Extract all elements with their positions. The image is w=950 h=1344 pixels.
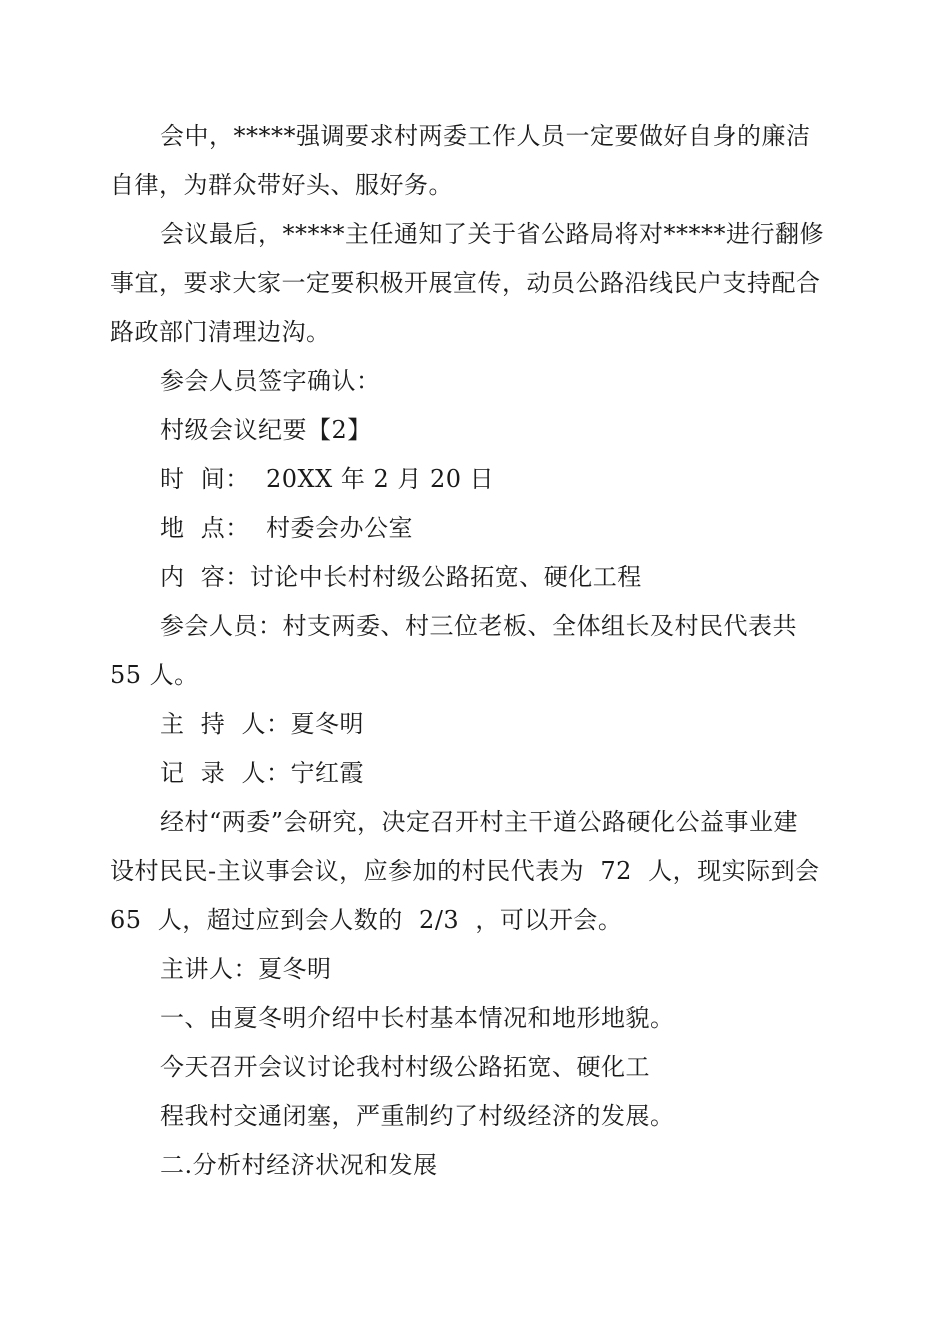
text-line: 主 持 人：夏冬明	[160, 710, 365, 738]
meeting-host	[110, 700, 845, 749]
text-line: 今天召开会议讨论我村村级公路拓宽、硬化工	[160, 1053, 650, 1081]
meeting-attendees	[110, 602, 845, 700]
text-line: 内 容：讨论中长村村级公路拓宽、硬化工程	[160, 563, 642, 591]
paragraph-integrity	[110, 112, 845, 210]
paragraph-discussion	[110, 1043, 845, 1092]
paragraph-signature	[110, 357, 845, 406]
text-line: 时 间： 20XX 年 2 月 20 日	[160, 465, 495, 493]
item-two	[110, 1141, 845, 1190]
text-line: 设村民民-主议事会议，应参加的村民代表为 72 人，现实际到会	[110, 857, 820, 885]
meeting-speaker	[110, 945, 845, 994]
paragraph-road-repair	[110, 210, 845, 357]
paragraph-traffic	[110, 1092, 845, 1141]
text-line: 地 点： 村委会办公室	[160, 514, 414, 542]
item-one	[110, 994, 845, 1043]
text-line: 经村“两委”会研究，决定召开村主干道公路硬化公益事业建	[160, 808, 799, 836]
text-line: 参会人员：村支两委、村三位老板、全体组长及村民代表共	[160, 612, 797, 640]
meeting-recorder	[110, 749, 845, 798]
text-line: 参会人员签字确认：	[160, 367, 381, 395]
text-line: 55 人。	[110, 661, 199, 689]
meeting-location	[110, 504, 845, 553]
section-title	[110, 406, 845, 455]
text-line: 自律，为群众带好头、服好务。	[110, 171, 453, 199]
text-line: 路政部门清理边沟。	[110, 318, 331, 346]
document-body	[110, 112, 845, 1190]
text-line: 会议最后，*****主任通知了关于省公路局将对*****进行翻修	[160, 220, 824, 248]
text-line: 主讲人：夏冬明	[160, 955, 332, 983]
text-line: 记 录 人：宁红霞	[160, 759, 365, 787]
meeting-time	[110, 455, 845, 504]
text-line: 65 人，超过应到会人数的 2/3 ，可以开会。	[110, 906, 623, 934]
text-line: 会中，*****强调要求村两委工作人员一定要做好自身的廉洁	[160, 122, 811, 150]
text-line: 事宜，要求大家一定要积极开展宣传，动员公路沿线民户支持配合	[110, 269, 821, 297]
text-line: 村级会议纪要【2】	[160, 416, 372, 444]
meeting-content	[110, 553, 845, 602]
paragraph-quorum	[110, 798, 845, 945]
text-line: 二.分析村经济状况和发展	[160, 1151, 438, 1179]
text-line: 程我村交通闭塞，严重制约了村级经济的发展。	[160, 1102, 675, 1130]
text-line: 一、由夏冬明介绍中长村基本情况和地形地貌。	[160, 1004, 675, 1032]
